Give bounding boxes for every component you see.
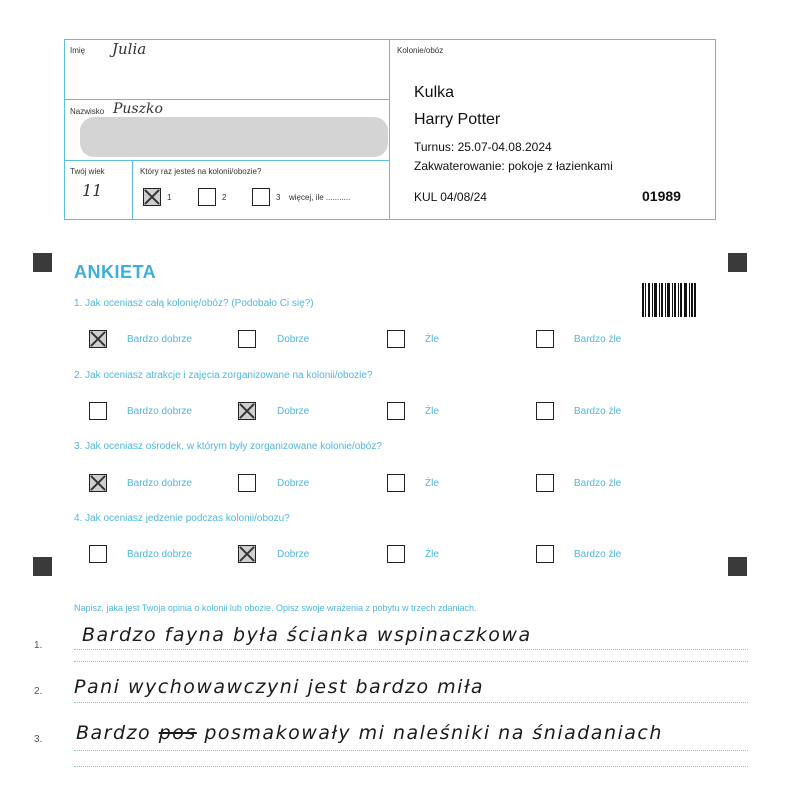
q1-dobrze-checkbox[interactable]	[238, 330, 256, 348]
times-label: Który raz jesteś na kolonii/obozie?	[140, 167, 262, 176]
times-option-1: 1	[167, 193, 172, 202]
q4-option-bardzo-dobrze: Bardzo dobrze	[127, 549, 193, 560]
surname-value[interactable]: Puszko	[113, 101, 163, 117]
name-value[interactable]: Julia	[112, 40, 147, 58]
camp-label: Kolonie/obóz	[397, 46, 444, 55]
opinion-answer-3[interactable]	[76, 722, 663, 744]
q3-zle-checkbox[interactable]	[387, 474, 405, 492]
q2-bardzo-dobrze-checkbox[interactable]	[89, 402, 107, 420]
age-value[interactable]: 11	[82, 181, 103, 200]
accommodation-label: Zakwaterowanie:	[414, 159, 505, 173]
name-label: Imię	[70, 46, 86, 55]
writing-line	[74, 750, 748, 751]
q1-zle-checkbox[interactable]	[387, 330, 405, 348]
q2-dobrze-checkbox[interactable]	[238, 402, 256, 420]
q4-option-bardzo-zle: Bardzo źle	[574, 549, 622, 560]
surname-row-divider	[64, 160, 389, 161]
age-divider	[132, 160, 133, 220]
q4-dobrze-checkbox[interactable]	[238, 545, 256, 563]
registration-marker-bottom-left	[33, 557, 52, 576]
q1-option-zle: Źle	[425, 334, 439, 345]
opinion-prompt: Napisz, jaka jest Twoja opinia o kolonii lub obozie. Opisz swoje wrażenia z pobytu w trzech zdaniach.	[74, 603, 477, 613]
survey-title: ANKIETA	[74, 262, 157, 282]
q3-option-bardzo-dobrze: Bardzo dobrze	[127, 478, 193, 489]
q4-bardzo-zle-checkbox[interactable]	[536, 545, 554, 563]
q4-zle-checkbox[interactable]	[387, 545, 405, 563]
times-checkbox-3[interactable]	[252, 188, 270, 206]
q1-bardzo-dobrze-checkbox[interactable]	[89, 330, 107, 348]
opinion-line-number-1: 1.	[34, 640, 43, 651]
camp-code: KUL 04/08/24	[414, 190, 487, 204]
opinion-line-number-2: 2.	[34, 686, 43, 697]
opinion-answer-2[interactable]: Pani wychowawczyni jest bardzo miła	[74, 676, 485, 698]
question-4: 4. Jak oceniasz jedzenie podczas kolonii/obozu?	[74, 513, 290, 524]
barcode	[642, 283, 696, 317]
q1-option-bardzo-dobrze: Bardzo dobrze	[127, 334, 193, 345]
q2-option-dobrze: Dobrze	[277, 406, 310, 417]
registration-marker-bottom-right	[728, 557, 747, 576]
times-option-2: 2	[222, 193, 227, 202]
q2-option-zle: Źle	[425, 406, 439, 417]
camp-theme: Harry Potter	[414, 111, 501, 128]
question-3: 3. Jak oceniasz ośrodek, w którym były zorganizowane kolonie/obóz?	[74, 441, 382, 452]
opinion-answer-3-start: Bardzo	[76, 722, 152, 744]
q1-bardzo-zle-checkbox[interactable]	[536, 330, 554, 348]
header-divider	[389, 39, 390, 220]
writing-line	[74, 766, 748, 767]
times-option-3: 3	[276, 193, 281, 202]
q1-option-dobrze: Dobrze	[277, 334, 310, 345]
q3-option-zle: Źle	[425, 478, 439, 489]
registration-marker-top-left	[33, 253, 52, 272]
camp-name: Kulka	[414, 84, 455, 101]
q3-option-bardzo-zle: Bardzo źle	[574, 478, 622, 489]
q4-option-zle: Źle	[425, 549, 439, 560]
writing-line	[74, 661, 748, 662]
opinion-answer-1[interactable]: Bardzo fayna była ścianka wspinaczkowa	[82, 624, 532, 646]
turnus-label: Turnus:	[414, 140, 455, 154]
times-more: więcej, ile ...........	[289, 193, 351, 202]
turnus-value: 25.07-04.08.2024	[457, 140, 552, 154]
accommodation-row	[414, 159, 613, 173]
q2-option-bardzo-zle: Bardzo źle	[574, 406, 622, 417]
accommodation-value: pokoje z łazienkami	[508, 159, 613, 173]
writing-line	[74, 702, 748, 703]
q3-option-dobrze: Dobrze	[277, 478, 310, 489]
q4-option-dobrze: Dobrze	[277, 549, 310, 560]
registration-marker-top-right	[728, 253, 747, 272]
q3-dobrze-checkbox[interactable]	[238, 474, 256, 492]
opinion-line-number-3: 3.	[34, 734, 43, 745]
age-label: Twój wiek	[70, 167, 105, 176]
writing-line	[74, 649, 748, 650]
question-1: 1. Jak oceniasz całą kolonię/obóz? (Podobało Ci się?)	[74, 298, 314, 309]
surname-label: Nazwisko	[70, 107, 105, 116]
turnus-row	[414, 140, 552, 154]
q3-bardzo-zle-checkbox[interactable]	[536, 474, 554, 492]
q2-option-bardzo-dobrze: Bardzo dobrze	[127, 406, 193, 417]
q2-zle-checkbox[interactable]	[387, 402, 405, 420]
crossed-out-word: pos	[158, 722, 197, 744]
times-checkbox-2[interactable]	[198, 188, 216, 206]
name-row-divider	[64, 99, 389, 100]
q4-bardzo-dobrze-checkbox[interactable]	[89, 545, 107, 563]
opinion-answer-3-rest: posmakowały mi naleśniki na śniadaniach	[204, 722, 663, 744]
question-2: 2. Jak oceniasz atrakcje i zajęcia zorganizowane na kolonii/obozie?	[74, 370, 373, 381]
redaction-box	[80, 117, 388, 157]
form-number: 01989	[642, 188, 681, 204]
q1-option-bardzo-zle: Bardzo źle	[574, 334, 622, 345]
times-checkbox-1[interactable]	[143, 188, 161, 206]
q2-bardzo-zle-checkbox[interactable]	[536, 402, 554, 420]
q3-bardzo-dobrze-checkbox[interactable]	[89, 474, 107, 492]
